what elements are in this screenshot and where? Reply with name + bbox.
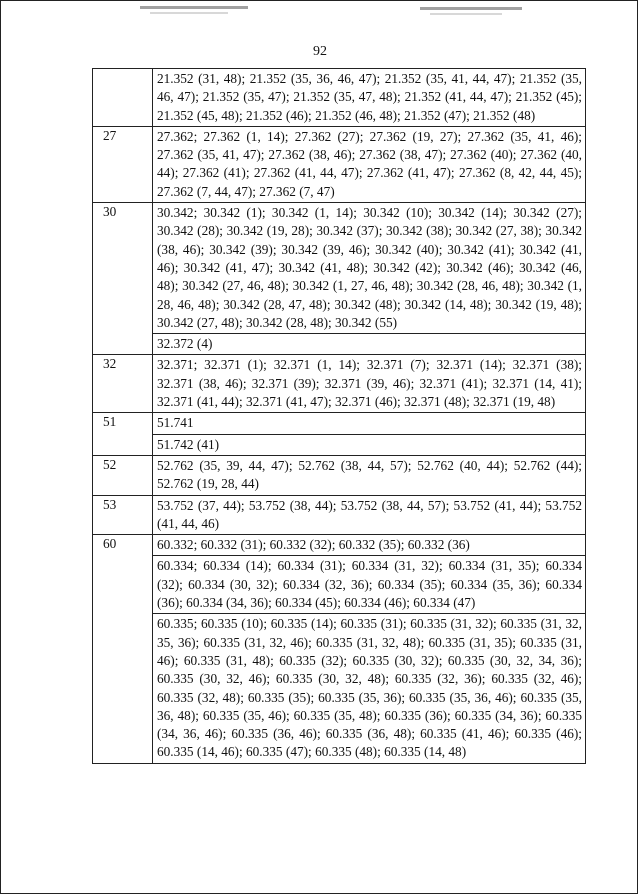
table-row	[93, 495, 586, 535]
code-list-cell: 21.352 (31, 48); 21.352 (35, 36, 46, 47); 21.352 (35, 41, 44, 47); 21.352 (35, 46, 47); 21.352 (35, 47); 21.352 (35, 47, 48); 21.352 (41, 44, 47); 21.352 (45); 21.352 (45, 48); 21.352 (46); 21.352 (46, 48); 21.352 (47); 21.352 (48)	[153, 69, 586, 127]
code-list-cell: 60.335; 60.335 (10); 60.335 (14); 60.335 (31); 60.335 (31, 32); 60.335 (31, 32, 35, 36); 60.335 (31, 32, 46); 60.335 (31, 32, 48); 60.335 (31, 35); 60.335 (31, 46); 60.335 (31, 48); 60.335 (32); 60.335 (30, 32); 60.335 (30, 32, 34, 36); 60.335 (30, 32, 46); 60.335 (30, 32, 48); 60.335 (32, 36); 60.335 (32, 46); 60.335 (32, 48); 60.335 (35); 60.335 (35, 36); 60.335 (35, 36, 46); 60.335 (35, 36, 48); 60.335 (35, 46); 60.335 (35, 48); 60.335 (36); 60.335 (34, 36); 60.335 (34, 36, 46); 60.335 (36, 46); 60.335 (36, 48); 60.335 (41, 46); 60.335 (46); 60.335 (14, 46); 60.335 (47); 60.335 (48); 60.335 (14, 48)	[153, 614, 586, 763]
table-row	[93, 203, 586, 334]
code-list-cell: 52.762 (35, 39, 44, 47); 52.762 (38, 44, 57); 52.762 (40, 44); 52.762 (44); 52.762 (19, 28, 44)	[153, 455, 586, 495]
code-table-body	[93, 69, 586, 764]
table-row	[93, 434, 586, 455]
table-row	[93, 535, 586, 556]
group-key-cell: 53	[93, 495, 153, 535]
table-row	[93, 355, 586, 413]
group-key-cell: 52	[93, 455, 153, 495]
table-row	[93, 614, 586, 763]
code-list-cell: 51.741	[153, 413, 586, 434]
page-number: 92	[313, 44, 327, 59]
group-key-cell: 51	[93, 413, 153, 456]
table-row	[93, 126, 586, 202]
table-row	[93, 455, 586, 495]
code-list-cell: 32.371; 32.371 (1); 32.371 (1, 14); 32.371 (7); 32.371 (14); 32.371 (38); 32.371 (38, 46); 32.371 (39); 32.371 (39, 46); 32.371 (41); 32.371 (14, 41); 32.371 (41, 44); 32.371 (41, 47); 32.371 (46); 32.371 (48); 32.371 (19, 48)	[153, 355, 586, 413]
code-list-cell: 53.752 (37, 44); 53.752 (38, 44); 53.752 (38, 44, 57); 53.752 (41, 44); 53.752 (41, 44, 46)	[153, 495, 586, 535]
code-list-cell: 30.342; 30.342 (1); 30.342 (1, 14); 30.342 (10); 30.342 (14); 30.342 (27); 30.342 (28); 30.342 (19, 28); 30.342 (37); 30.342 (38); 30.342 (27, 38); 30.342 (38, 46); 30.342 (39); 30.342 (39, 46); 30.342 (40); 30.342 (41); 30.342 (41, 46); 30.342 (41, 47); 30.342 (41, 48); 30.342 (42); 30.342 (46); 30.342 (46, 48); 30.342 (27, 46, 48); 30.342 (1, 27, 46, 48); 30.342 (28, 46, 48); 30.342 (1, 28, 46, 48); 30.342 (28, 47, 48); 30.342 (48); 30.342 (14, 48); 30.342 (19, 48); 30.342 (27, 48); 30.342 (28, 48); 30.342 (55)	[153, 203, 586, 334]
code-list-cell: 51.742 (41)	[153, 434, 586, 455]
group-key-cell: 60	[93, 535, 153, 764]
code-list-cell: 60.334; 60.334 (14); 60.334 (31); 60.334 (31, 32); 60.334 (31, 35); 60.334 (32); 60.334 (30, 32); 60.334 (32, 36); 60.334 (35); 60.334 (35, 36); 60.334 (36); 60.334 (34, 36); 60.334 (45); 60.334 (46); 60.334 (47)	[153, 556, 586, 614]
table-row	[93, 334, 586, 355]
scan-artifact	[420, 7, 522, 10]
group-key-cell: 32	[93, 355, 153, 413]
table-row	[93, 69, 586, 127]
group-key-cell	[93, 69, 153, 127]
table-row	[93, 413, 586, 434]
group-key-cell: 30	[93, 203, 153, 355]
scan-artifact	[140, 6, 248, 9]
code-table	[92, 68, 586, 764]
code-list-cell: 60.332; 60.332 (31); 60.332 (32); 60.332 (35); 60.332 (36)	[153, 535, 586, 556]
table-row	[93, 556, 586, 614]
code-list-cell: 27.362; 27.362 (1, 14); 27.362 (27); 27.362 (19, 27); 27.362 (35, 41, 46); 27.362 (35, 41, 47); 27.362 (38, 46); 27.362 (38, 47); 27.362 (40); 27.362 (40, 44); 27.362 (41); 27.362 (41, 44, 47); 27.362 (41, 47); 27.362 (8, 42, 44, 45); 27.362 (7, 44, 47); 27.362 (7, 47)	[153, 126, 586, 202]
code-list-cell: 32.372 (4)	[153, 334, 586, 355]
group-key-cell: 27	[93, 126, 153, 202]
